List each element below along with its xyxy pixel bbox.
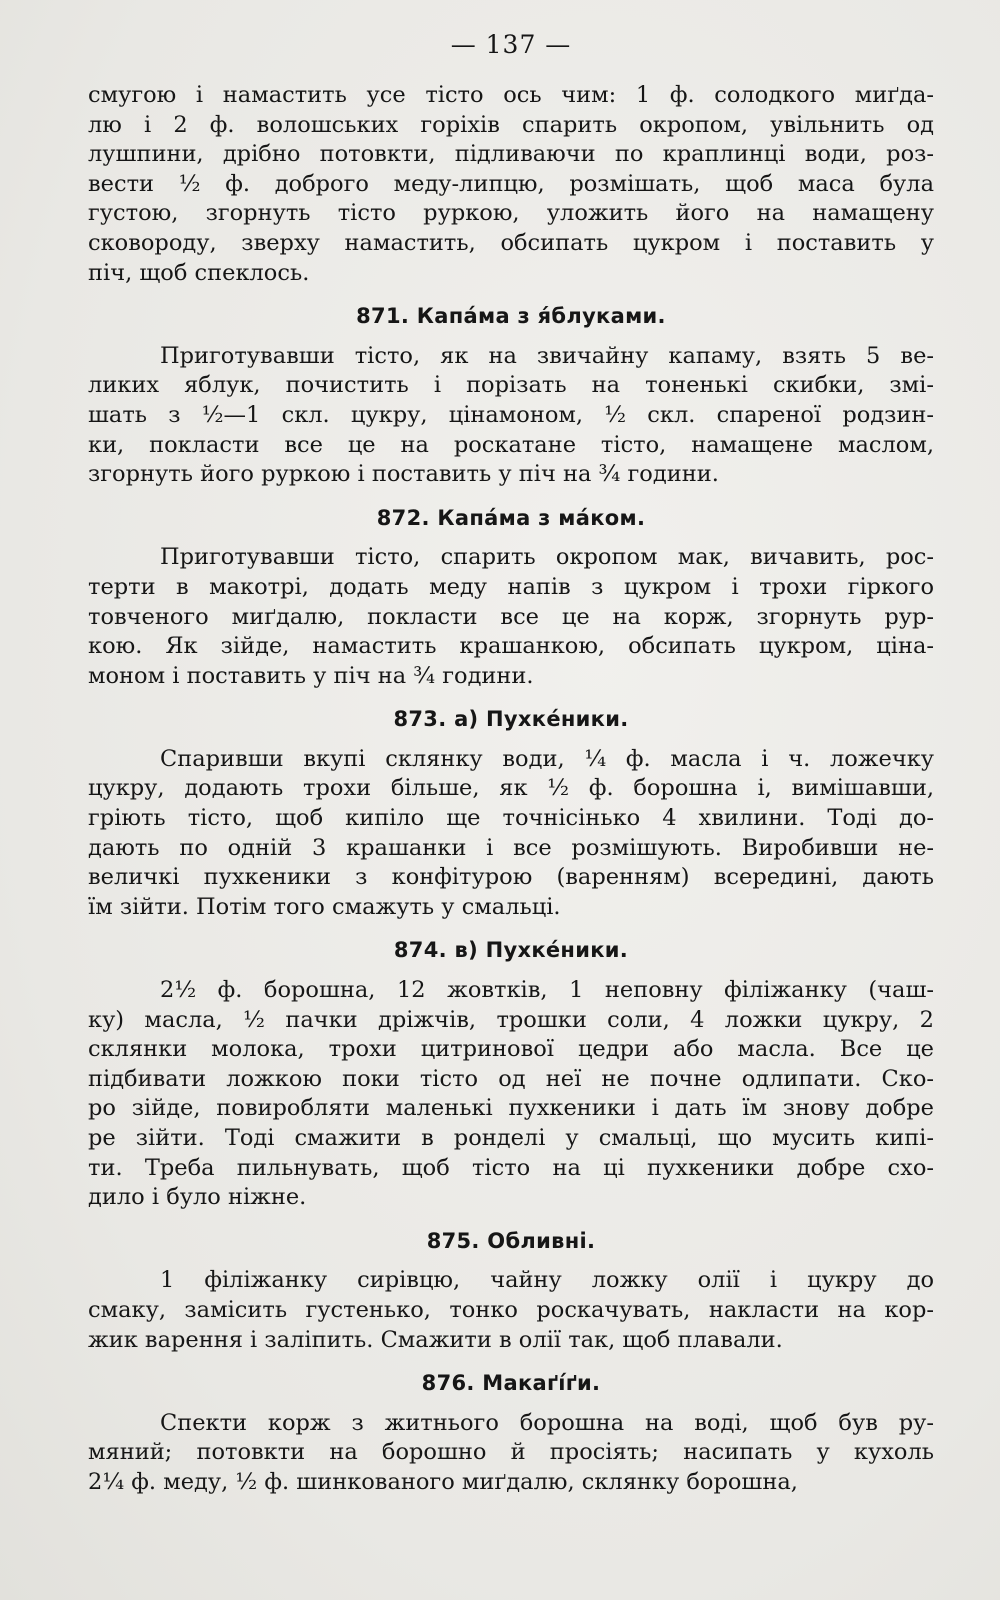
- recipe-section: [88, 705, 934, 922]
- text-line: смаку, замісить густенько, тонко роскачувать, накласти на кор-: [88, 1296, 934, 1323]
- recipe-text: [88, 543, 934, 691]
- recipe-title: 873. а) Пухкéники.: [393, 707, 629, 732]
- page-number: — 137 —: [450, 30, 572, 59]
- text-line: товченого миґдалю, покласти все це на корж, згорнуть рур-: [88, 603, 934, 630]
- text-line: Приготувавши тісто, як на звичайну капаму, взять 5 ве-: [160, 342, 934, 369]
- page-body: [88, 81, 934, 1498]
- recipe-section: [88, 1369, 934, 1497]
- text-line: піч, щоб спеклось.: [88, 259, 310, 286]
- text-line: смугою і намастить усе тісто ось чим: 1 ф. солодкого миґда-: [88, 82, 934, 108]
- text-line: 2¼ ф. меду, ½ ф. шинкованого миґдалю, склянку борошна,: [88, 1468, 798, 1495]
- recipe-text: [88, 342, 934, 490]
- text-line: 1 філіжанку сирівцю, чайну ложку олії і цукру до: [160, 1267, 934, 1294]
- recipe-section: [88, 936, 934, 1212]
- text-line: лушпини, дрібно потовкти, підливаючи по краплинці води, роз-: [88, 141, 934, 168]
- recipe-title: 874. в) Пухкéники.: [393, 938, 629, 963]
- recipe-text: [88, 1409, 934, 1498]
- text-line: Спекти корж з житнього борошна на воді, щоб був ру-: [160, 1409, 934, 1436]
- recipe-title: 876. Макаґíґи.: [421, 1371, 601, 1396]
- text-line: ку) масла, ½ пачки дріжчів, трошки соли, 4 ложки цукру, 2: [88, 1006, 934, 1033]
- recipe-section: [88, 1227, 934, 1355]
- text-line: 2½ ф. борошна, 12 жовтків, 1 неповну філіжанку (чаш-: [160, 977, 934, 1004]
- text-line: згорнуть його руркою і поставить у піч на ¾ години.: [88, 461, 719, 488]
- text-line: дило і було ніжне.: [88, 1184, 307, 1211]
- recipe-text: [88, 976, 934, 1213]
- recipe-section: [88, 504, 934, 692]
- text-line: дають по одній 3 крашанки і все розмішують. Виробивши не-: [88, 834, 934, 861]
- text-line: жик варення і заліпить. Смажити в олії так, щоб плавали.: [88, 1326, 783, 1353]
- text-line: величкі пухкеники з конфітурою (варенням) всередині, дають: [88, 864, 934, 891]
- text-line: шать з ½—1 скл. цукру, цінамоном, ½ скл. спареної родзин-: [88, 401, 934, 428]
- text-line: ро зійде, повиробляти маленькі пухкеники і дать їм знову добре: [88, 1095, 934, 1122]
- text-line: ликих яблук, почистить і порізать на тоненькі скибки, змі-: [88, 372, 934, 399]
- recipe-section: [88, 302, 934, 490]
- text-line: сковороду, зверху намастить, обсипать цукром і поставить у: [88, 229, 934, 256]
- text-line: лю і 2 ф. волошських горіхів спарить окропом, увільнить од: [88, 111, 934, 138]
- text-line: терти в макотрі, додать меду напів з цукром і трохи гіркого: [88, 573, 934, 600]
- text-line: гріють тісто, щоб кипіло ще точнісінько 4 хвилини. Тоді до-: [88, 805, 934, 832]
- text-line: мяний; потовкти на борошно й просіять; насипать у кухоль: [88, 1439, 934, 1466]
- text-line: їм зійти. Потім того смажуть у смальці.: [88, 893, 561, 920]
- recipe-text: [88, 745, 934, 923]
- text-line: Приготувавши тісто, спарить окропом мак, вичавить, рос-: [160, 544, 934, 571]
- text-line: цукру, додають трохи більше, як ½ ф. борошна і, вимішавши,: [88, 775, 934, 802]
- text-line: склянки молока, трохи цитринової цедри або масла. Все це: [88, 1036, 934, 1063]
- text-line: вести ½ ф. доброго меду-липцю, розмішать, щоб маса була: [88, 170, 934, 197]
- text-line: підбивати ложкою поки тісто од неї не почне одлипати. Ско-: [88, 1065, 934, 1092]
- text-line: ки, покласти все це на роскатане тісто, намащене маслом,: [88, 431, 934, 458]
- text-line: ре зійти. Тоді смажити в ронделі у смальці, що мусить кипі-: [88, 1125, 934, 1151]
- recipe-list: [88, 302, 934, 1497]
- text-line: кою. Як зійде, намастить крашанкою, обсипать цукром, ціна-: [88, 633, 934, 660]
- recipe-text: [88, 1266, 934, 1355]
- intro-paragraph: [88, 81, 934, 288]
- text-line: моном і поставить у піч на ¾ години.: [88, 662, 534, 689]
- recipe-title: 875. Обливні.: [426, 1228, 596, 1253]
- text-line: густою, згорнуть тісто руркою, уложить його на намащену: [88, 200, 934, 227]
- recipe-title: 872. Капáма з мáком.: [376, 505, 646, 530]
- text-line: Спаривши вкупі склянку води, ¼ ф. масла і ч. ложечку: [160, 745, 934, 772]
- text-line: ти. Треба пильнувать, щоб тісто на ці пухкеники добре схо-: [88, 1154, 934, 1181]
- recipe-title: 871. Капáма з я́блуками.: [356, 304, 666, 329]
